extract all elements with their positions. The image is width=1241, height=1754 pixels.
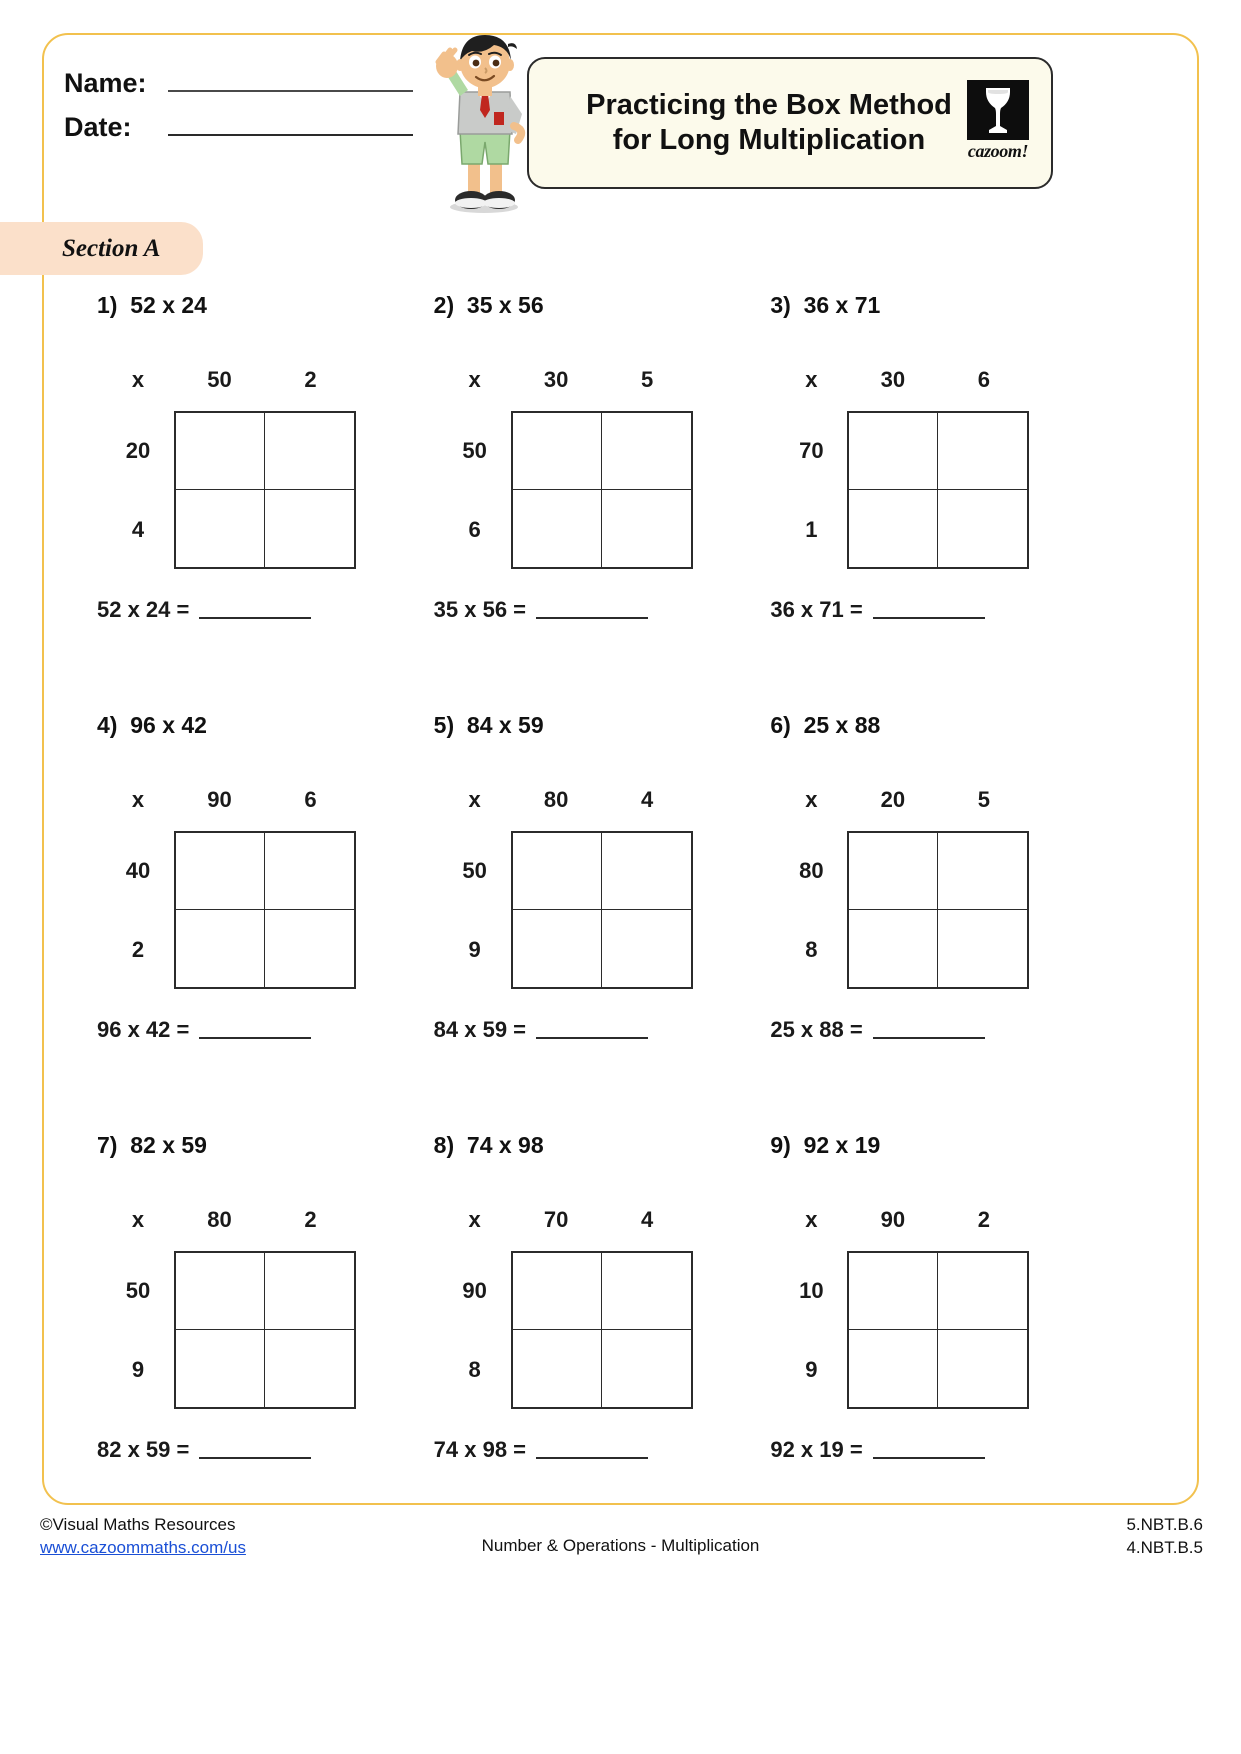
grid-cell[interactable] (602, 490, 691, 567)
grid-cell[interactable] (938, 490, 1027, 567)
problem-4 (78, 712, 415, 1132)
grid-cell[interactable] (513, 833, 602, 910)
box-row-labels (102, 411, 174, 569)
problem-title: 4) 96 x 42 (97, 712, 207, 738)
grid-cell[interactable] (849, 1330, 938, 1407)
footer-standards (1126, 1514, 1203, 1560)
column-header-ones: 4 (641, 787, 654, 812)
box-row-labels (775, 1251, 847, 1409)
answer-prompt: 36 x 71 = (770, 597, 863, 622)
worksheet-title-card (527, 57, 1053, 189)
box-method-body (439, 831, 752, 989)
worksheet-header (0, 0, 1241, 215)
grid-cell[interactable] (602, 1330, 691, 1407)
box-method-body (439, 1251, 752, 1409)
answer-input-line[interactable] (199, 1457, 311, 1459)
column-header-tens: 80 (543, 787, 569, 812)
problem-2 (415, 292, 752, 712)
column-header-ones: 2 (304, 1207, 317, 1232)
cazoom-logo (959, 80, 1037, 166)
box-row-labels (775, 411, 847, 569)
answer-prompt: 25 x 88 = (770, 1017, 863, 1042)
answer-prompt: 52 x 24 = (97, 597, 190, 622)
worksheet-footer (0, 1512, 1241, 1602)
row-label-tens: 40 (125, 857, 151, 883)
box-row-labels (102, 831, 174, 989)
problem-title: 8) 74 x 98 (433, 1132, 544, 1158)
box-method-grid (174, 1251, 356, 1409)
row-label-ones: 1 (805, 516, 818, 542)
box-method-grid (511, 831, 693, 989)
answer-input-line[interactable] (536, 1457, 648, 1459)
website-link[interactable]: www.cazoommaths.com/us (40, 1537, 246, 1557)
answer-row (97, 597, 415, 623)
answer-input-line[interactable] (873, 1457, 985, 1459)
column-header-tens: 20 (880, 787, 906, 812)
multiply-symbol: x (131, 367, 145, 392)
grid-cell[interactable] (602, 910, 691, 987)
box-row-labels (102, 1251, 174, 1409)
problem-row (78, 712, 1088, 1132)
problem-title: 2) 35 x 56 (433, 292, 544, 318)
grid-cell[interactable] (602, 833, 691, 910)
column-header-tens: 30 (880, 367, 906, 392)
box-row-labels (439, 831, 511, 989)
box-method-body (102, 831, 415, 989)
answer-input-line[interactable] (199, 1037, 311, 1039)
column-header-ones: 2 (977, 1207, 990, 1232)
name-label: Name: (64, 68, 147, 98)
box-method-grid (847, 831, 1029, 989)
grid-cell[interactable] (265, 413, 354, 490)
grid-cell[interactable] (265, 1330, 354, 1407)
column-header-tens: 80 (207, 1207, 232, 1232)
answer-row (434, 597, 752, 623)
section-label: Section A (62, 234, 161, 262)
grid-cell[interactable] (265, 910, 354, 987)
grid-cell[interactable] (265, 833, 354, 910)
grid-cell[interactable] (513, 490, 602, 567)
problem-7 (78, 1132, 415, 1532)
multiply-symbol: x (805, 1207, 818, 1232)
date-field-row (64, 112, 413, 143)
box-column-headers (439, 1207, 752, 1233)
grid-cell[interactable] (176, 413, 265, 490)
grid-cell[interactable] (265, 1253, 354, 1330)
grid-cell[interactable] (176, 1330, 265, 1407)
column-header-ones: 6 (304, 787, 317, 812)
row-label-ones: 9 (131, 1356, 145, 1382)
problem-8 (415, 1132, 752, 1532)
grid-cell[interactable] (176, 490, 265, 567)
problem-title: 6) 25 x 88 (770, 712, 881, 738)
multiply-symbol: x (468, 367, 481, 392)
row-label-tens: 20 (125, 437, 151, 463)
multiply-symbol: x (131, 1207, 145, 1232)
row-label-tens: 50 (462, 857, 487, 883)
column-header-ones: 2 (304, 367, 317, 392)
box-method-grid (511, 1251, 693, 1409)
answer-prompt: 96 x 42 = (97, 1017, 190, 1042)
grid-cell[interactable] (849, 413, 938, 490)
column-header-ones: 5 (641, 367, 654, 392)
box-method-body (439, 411, 752, 569)
box-column-headers (102, 787, 415, 813)
row-label-tens: 10 (799, 1277, 824, 1303)
answer-input-line[interactable] (199, 617, 311, 619)
multiply-symbol: x (805, 367, 818, 392)
grid-cell[interactable] (176, 1253, 265, 1330)
footer-topic: Number & Operations - Multiplication (481, 1536, 760, 1555)
answer-prompt: 92 x 19 = (770, 1437, 863, 1462)
box-method-grid (847, 411, 1029, 569)
problem-title: 7) 82 x 59 (97, 1132, 207, 1158)
box-method-body (102, 1251, 415, 1409)
box-column-headers (439, 787, 752, 813)
multiply-symbol: x (131, 787, 145, 812)
row-label-tens: 80 (799, 857, 824, 883)
multiply-symbol: x (468, 787, 481, 812)
grid-cell[interactable] (602, 1253, 691, 1330)
row-label-tens: 50 (462, 437, 487, 463)
box-method-grid (847, 1251, 1029, 1409)
answer-prompt: 84 x 59 = (433, 1017, 527, 1042)
problem-title: 5) 84 x 59 (433, 712, 544, 738)
grid-cell[interactable] (938, 833, 1027, 910)
row-label-ones: 9 (468, 936, 481, 962)
grid-cell[interactable] (176, 910, 265, 987)
cazoom-wordmark: cazoom! (967, 141, 1029, 161)
section-banner (0, 222, 203, 275)
column-header-tens: 50 (207, 367, 232, 392)
column-header-tens: 90 (207, 787, 232, 812)
box-method-grid (174, 411, 356, 569)
column-header-ones: 4 (641, 1207, 654, 1232)
row-label-ones: 8 (805, 936, 818, 962)
cazoom-hourglass-icon (967, 80, 1029, 140)
box-method-grid (511, 411, 693, 569)
problem-row (78, 1132, 1088, 1532)
problem-row (78, 292, 1088, 712)
box-column-headers (775, 1207, 1088, 1233)
grid-cell[interactable] (513, 413, 602, 490)
standard-secondary: 4.NBT.B.5 (1126, 1537, 1203, 1557)
box-method-body (775, 831, 1088, 989)
box-column-headers (775, 367, 1088, 393)
answer-input-line[interactable] (873, 1037, 985, 1039)
grid-cell[interactable] (938, 1253, 1027, 1330)
answer-prompt: 74 x 98 = (433, 1437, 527, 1462)
student-mascot-illustration (424, 30, 542, 215)
answer-row (770, 1437, 1088, 1463)
box-column-headers (102, 367, 415, 393)
box-column-headers (102, 1207, 415, 1233)
grid-cell[interactable] (176, 833, 265, 910)
problems-container (78, 292, 1088, 1532)
answer-row (434, 1437, 752, 1463)
row-label-ones: 2 (131, 936, 145, 962)
column-header-ones: 6 (977, 367, 990, 392)
answer-row (97, 1437, 415, 1463)
date-label: Date: (64, 112, 132, 142)
multiply-symbol: x (468, 1207, 481, 1232)
problem-9 (751, 1132, 1088, 1532)
row-label-ones: 8 (468, 1356, 481, 1382)
copyright-text: ©Visual Maths Resources (40, 1515, 236, 1534)
problem-5 (415, 712, 752, 1132)
grid-cell[interactable] (265, 490, 354, 567)
box-method-body (102, 411, 415, 569)
answer-row (770, 597, 1088, 623)
grid-cell[interactable] (849, 833, 938, 910)
row-label-ones: 9 (805, 1356, 818, 1382)
answer-row (434, 1017, 752, 1043)
row-label-ones: 6 (468, 516, 481, 542)
page-title: Practicing the Box Method for Long Multiplication (586, 88, 952, 156)
problem-3 (751, 292, 1088, 712)
problem-6 (751, 712, 1088, 1132)
answer-prompt: 82 x 59 = (97, 1437, 190, 1462)
grid-cell[interactable] (938, 1330, 1027, 1407)
answer-input-line[interactable] (536, 617, 648, 619)
answer-input-line[interactable] (873, 617, 985, 619)
answer-prompt: 35 x 56 = (433, 597, 527, 622)
row-label-tens: 70 (799, 437, 824, 463)
multiply-symbol: x (805, 787, 818, 812)
box-column-headers (439, 367, 752, 393)
date-input-line[interactable] (168, 134, 413, 136)
box-row-labels (439, 1251, 511, 1409)
name-input-line[interactable] (168, 90, 413, 92)
box-method-grid (174, 831, 356, 989)
problem-title: 3) 36 x 71 (770, 292, 881, 318)
standard-primary: 5.NBT.B.6 (1126, 1515, 1203, 1534)
grid-cell[interactable] (602, 413, 691, 490)
grid-cell[interactable] (513, 1330, 602, 1407)
grid-cell[interactable] (513, 910, 602, 987)
column-header-tens: 70 (543, 1207, 569, 1232)
row-label-tens: 90 (462, 1277, 487, 1303)
problem-1 (78, 292, 415, 712)
grid-cell[interactable] (849, 490, 938, 567)
answer-input-line[interactable] (536, 1037, 648, 1039)
box-method-body (775, 411, 1088, 569)
box-row-labels (775, 831, 847, 989)
box-row-labels (439, 411, 511, 569)
name-field-row (64, 68, 413, 99)
column-header-ones: 5 (977, 787, 990, 812)
grid-cell[interactable] (513, 1253, 602, 1330)
box-method-body (775, 1251, 1088, 1409)
row-label-ones: 4 (131, 516, 145, 542)
grid-cell[interactable] (938, 413, 1027, 490)
row-label-tens: 50 (125, 1277, 151, 1303)
grid-cell[interactable] (938, 910, 1027, 987)
answer-row (97, 1017, 415, 1043)
grid-cell[interactable] (849, 910, 938, 987)
grid-cell[interactable] (849, 1253, 938, 1330)
box-column-headers (775, 787, 1088, 813)
problem-title: 9) 92 x 19 (770, 1132, 881, 1158)
problem-title: 1) 52 x 24 (97, 292, 207, 318)
column-header-tens: 90 (880, 1207, 906, 1232)
column-header-tens: 30 (543, 367, 569, 392)
answer-row (770, 1017, 1088, 1043)
